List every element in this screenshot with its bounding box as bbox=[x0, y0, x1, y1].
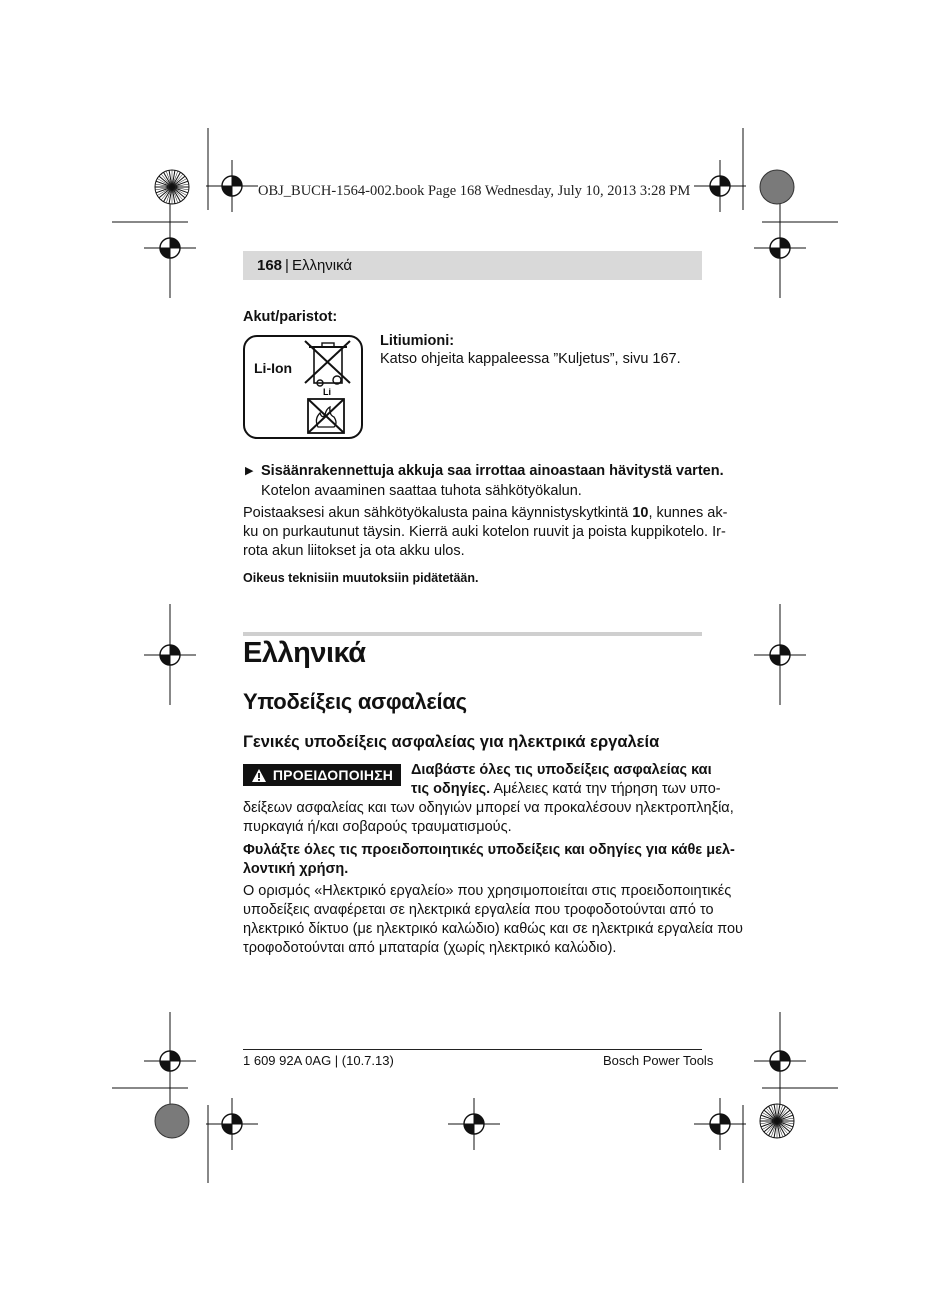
crossed-bin-icon bbox=[300, 339, 360, 437]
switch-number: 10 bbox=[632, 505, 649, 521]
grey-disc-top-right bbox=[760, 170, 794, 204]
warning-triangle-icon bbox=[251, 768, 267, 783]
grey-disc-bottom-left bbox=[155, 1104, 189, 1138]
warning-line2-bold: τις οδηγίες. bbox=[411, 781, 491, 797]
keep-instructions-line2: λοντική χρήση. bbox=[243, 861, 349, 877]
warning-badge-label: ΠΡΟΕΙΔΟΠΟΙΗΣΗ bbox=[272, 767, 394, 783]
section-divider bbox=[243, 632, 702, 636]
warning-line4: πυρκαγιά ή/και σοβαρούς τραυματισμούς. bbox=[243, 819, 512, 835]
footer-doc-number: 1 609 92A 0AG | (10.7.13) bbox=[243, 1053, 394, 1068]
removal-paragraph-line3: rota akun liitokset ja ota akku ulos. bbox=[243, 543, 465, 559]
warning-badge bbox=[243, 764, 401, 786]
print-info-line: OBJ_BUCH-1564-002.book Page 168 Wednesday, July 10, 2013 3:28 PM bbox=[258, 183, 691, 199]
page-number: 168 bbox=[257, 257, 283, 274]
batteries-heading: Akut/paristot: bbox=[243, 309, 338, 325]
warning-line2 bbox=[411, 779, 721, 799]
definition-line3: ηλεκτρικό δίκτυο (με ηλεκτρικό καλώδιο) καθώς και σε ηλεκτρικά εργαλεία που bbox=[243, 921, 743, 937]
bullet-bold-text: Sisäänrakennettuja akkuja saa irrottaa ainoastaan hävitystä varten. bbox=[261, 463, 724, 479]
footer-rule bbox=[243, 1049, 702, 1050]
warning-line2-rest: Αμέλειες κατά την τήρηση των υπο- bbox=[490, 781, 721, 797]
bullet-text: Kotelon avaaminen saattaa tuhota sähkötyökalun. bbox=[261, 483, 582, 499]
footer-brand: Bosch Power Tools bbox=[603, 1053, 714, 1068]
page-header-bar bbox=[243, 251, 702, 280]
bin-li-label: Li bbox=[323, 387, 331, 397]
liion-text: Katso ohjeita kappaleessa ”Kuljetus”, sivu 167. bbox=[380, 351, 681, 367]
rights-reserved-note: Oikeus teknisiin muutoksiin pidätetään. bbox=[243, 571, 479, 585]
general-safety-heading: Γενικές υποδείξεις ασφαλείας για ηλεκτρικά εργαλεία bbox=[243, 733, 660, 751]
removal-line1-start: Poistaaksesi akun sähkötyökalusta paina käynnistyskytkintä bbox=[243, 505, 633, 521]
warning-line3: δείξεων ασφαλείας και των οδηγιών μπορεί να προκαλέσουν ηλεκτροπληξία, bbox=[243, 800, 734, 816]
language-title: Ελληνικά bbox=[243, 637, 366, 669]
removal-paragraph-line2: ku on purkautunut täysin. Kierrä auki kotelon ruuvit ja poista kuppikotelo. Ir- bbox=[243, 524, 726, 540]
header-language: Ελληνικά bbox=[291, 257, 353, 274]
keep-instructions-line1: Φυλάξτε όλες τις προειδοποιητικές υποδείξεις και οδηγίες για κάθε μελ- bbox=[243, 842, 735, 858]
warning-line1: Διαβάστε όλες τις υποδείξεις ασφαλείας και bbox=[411, 762, 712, 778]
header-separator: | bbox=[285, 257, 289, 274]
definition-line1: Ο ορισμός «Ηλεκτρικό εργαλείο» που χρησιμοποιείται στις προειδοποιητικές bbox=[243, 883, 732, 899]
definition-line2: υποδείξεις αναφέρεται σε ηλεκτρικά εργαλεία που τροφοδοτούνται από το bbox=[243, 902, 714, 918]
definition-line4: τροφοδοτούνται από μπαταρία (χωρίς ηλεκτρικό καλώδιο). bbox=[243, 940, 617, 956]
removal-paragraph-line1 bbox=[243, 503, 727, 523]
liion-title: Litiumioni: bbox=[380, 333, 455, 349]
removal-line1-end: , kunnes ak- bbox=[648, 505, 728, 521]
bullet-triangle-icon: ▶ bbox=[245, 465, 254, 477]
li-ion-label: Li-Ion bbox=[254, 360, 293, 376]
safety-title: Υποδείξεις ασφαλείας bbox=[243, 689, 467, 714]
